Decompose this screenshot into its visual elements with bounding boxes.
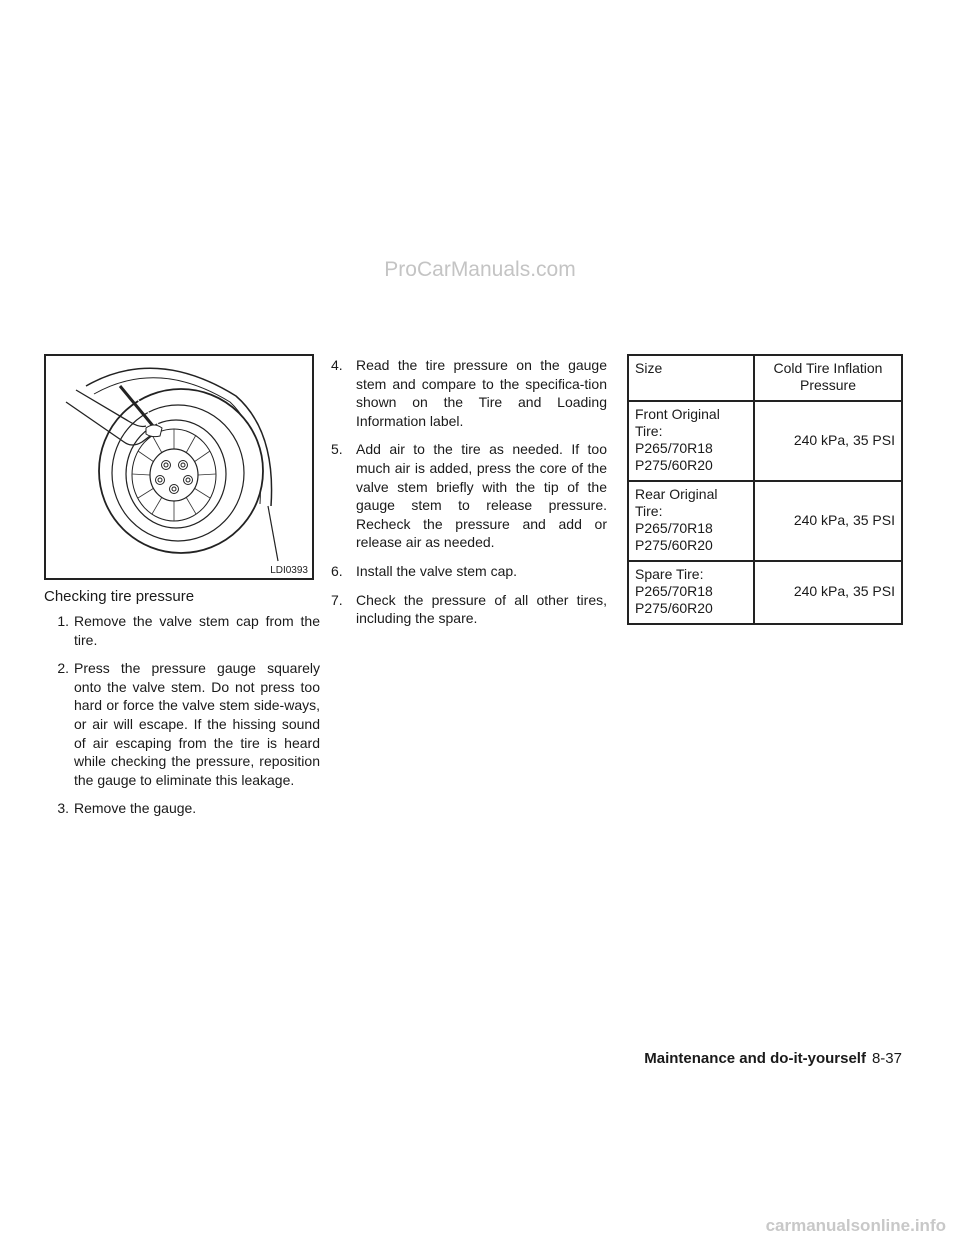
steps-column-left — [44, 612, 320, 828]
table-header-row — [628, 355, 902, 401]
step-number: 5. — [331, 441, 343, 458]
tire-size: P265/70R18 — [635, 520, 713, 536]
step-item — [331, 562, 607, 581]
pressure-value: 240 kPa, 35 PSI — [754, 561, 902, 624]
table-row — [628, 561, 902, 624]
step-number: 4. — [331, 357, 343, 373]
step-text: Press the pressure gauge squarely onto the valve stem. Do not press too hard or force the valve stem side-ways, or air will escape. If the hissing sound of air escaping from the tire is heard while checking the pressure, reposition the gauge to eliminate this leakage. — [74, 660, 320, 788]
step-text: Remove the valve stem cap from the tire. — [74, 613, 320, 648]
pressure-value: 240 kPa, 35 PSI — [754, 481, 902, 561]
tire-label: Spare Tire: — [635, 566, 704, 582]
step-text: Read the tire pressure on the gauge stem and compare to the specifica-tion shown on the Tire and Loading Information label. — [356, 357, 607, 429]
step-text: Install the valve stem cap. — [356, 562, 518, 579]
tire-size: P265/70R18 — [635, 440, 713, 456]
step-number: 7. — [331, 591, 343, 608]
header-pressure: Cold Tire Inflation Pressure — [754, 355, 902, 401]
tire-size-cell — [628, 401, 754, 481]
tire-label: Front Original Tire: — [635, 406, 720, 439]
header-size: Size — [628, 355, 754, 401]
step-number: 1. — [57, 613, 69, 629]
table-row — [628, 481, 902, 561]
tire-size-cell — [628, 481, 754, 561]
step-item — [331, 356, 607, 430]
tire-size: P275/60R20 — [635, 457, 713, 473]
step-item — [44, 659, 320, 789]
tire-size: P275/60R20 — [635, 537, 713, 553]
step-item — [331, 440, 607, 552]
tire-pressure-table — [627, 354, 903, 625]
step-number: 3. — [57, 800, 69, 817]
tire-size-cell — [628, 561, 754, 624]
tire-wheel-drawing — [46, 356, 312, 578]
step-number: 2. — [57, 660, 69, 677]
step-number: 6. — [331, 562, 343, 579]
step-item — [331, 591, 607, 628]
table-row — [628, 401, 902, 481]
page-footer — [644, 1050, 902, 1067]
figure-code: LDI0393 — [270, 565, 308, 576]
watermark-top: ProCarManuals.com — [384, 258, 576, 281]
step-text: Add air to the tire as needed. If too much air is added, press the core of the valve stem briefly with the tip of the gauge stem to release pressure. Recheck the pressure and add or release air as needed. — [356, 441, 607, 551]
pressure-value: 240 kPa, 35 PSI — [754, 401, 902, 481]
page-number: 8-37 — [871, 1050, 902, 1067]
tire-gauge-illustration — [44, 354, 314, 580]
footer-section-name: Maintenance and do-it-yourself — [644, 1050, 866, 1067]
tire-size: P265/70R18 — [635, 583, 713, 599]
step-item — [44, 799, 320, 818]
tire-label: Rear Original Tire: — [635, 486, 718, 519]
section-title: Checking tire pressure — [44, 588, 195, 605]
step-text: Check the pressure of all other tires, including the spare. — [356, 591, 607, 627]
watermark-bottom: carmanualsonline.info — [765, 1216, 946, 1235]
tire-size: P275/60R20 — [635, 600, 713, 616]
step-item — [44, 612, 320, 649]
steps-column-middle — [331, 356, 607, 638]
step-text: Remove the gauge. — [74, 800, 197, 817]
